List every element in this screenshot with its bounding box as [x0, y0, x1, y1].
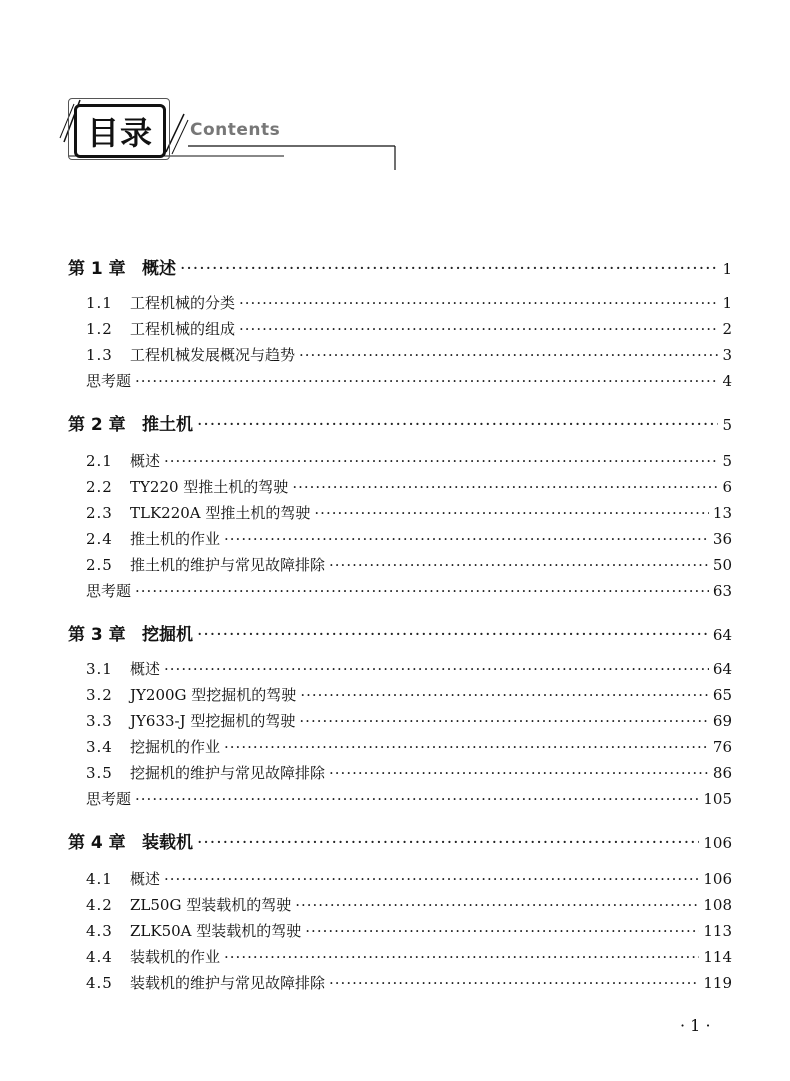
page-ref: 69	[712, 712, 732, 730]
page-ref: 86	[712, 764, 732, 782]
section-number: 4.5	[86, 974, 113, 992]
page-ref: 13	[712, 504, 732, 522]
section-title: 概述	[130, 452, 161, 470]
leader-dots	[180, 259, 718, 279]
page-ref: 4	[722, 372, 732, 390]
toc-section[interactable]	[86, 318, 732, 339]
section-number: 3.4	[86, 738, 113, 756]
page-ref: 108	[703, 896, 732, 914]
toc-section[interactable]	[86, 894, 732, 915]
section-title: 装载机的作业	[130, 948, 221, 966]
toc-section[interactable]	[86, 476, 732, 497]
section-title: TLK220A 型推土机的驾驶	[130, 504, 311, 522]
chapter-title: 概述	[142, 259, 176, 279]
section-number: 1.1	[86, 294, 113, 312]
section-title: ZL50G 型装载机的驾驶	[130, 896, 292, 914]
toc-section[interactable]	[86, 710, 732, 731]
leader-dots	[292, 478, 718, 496]
section-title: 工程机械的组成	[130, 320, 236, 338]
toc-header	[58, 94, 403, 174]
section-number: 4.3	[86, 922, 113, 940]
toc-section[interactable]	[86, 868, 732, 889]
leader-dots	[197, 625, 709, 645]
leader-dots	[135, 790, 699, 808]
toc-section[interactable]	[86, 554, 732, 575]
section-number: 2.1	[86, 452, 113, 470]
leader-dots	[197, 833, 699, 853]
page-number: · 1 ·	[680, 1016, 711, 1035]
toc-section[interactable]	[86, 450, 732, 471]
toc-section[interactable]	[86, 292, 732, 313]
leader-dots	[329, 556, 709, 574]
questions-title: 思考题	[86, 582, 132, 600]
section-title: 挖掘机的维护与常见故障排除	[130, 764, 326, 782]
page-ref: 6	[722, 478, 732, 496]
page-ref: 114	[703, 948, 732, 966]
section-title: 概述	[130, 660, 161, 678]
section-number: 4.1	[86, 870, 113, 888]
leader-dots	[224, 948, 699, 966]
toc-chapter[interactable]	[68, 828, 732, 853]
page-ref: 65	[712, 686, 732, 704]
section-number: 2.2	[86, 478, 113, 496]
leader-dots	[295, 896, 699, 914]
chapter-number: 第 4 章	[68, 833, 126, 853]
page-ref: 5	[722, 452, 732, 470]
toc-questions[interactable]	[86, 580, 732, 601]
leader-dots	[305, 922, 699, 940]
page-ref: 3	[722, 346, 732, 364]
page-ref: 76	[712, 738, 732, 756]
section-title: 推土机的维护与常见故障排除	[130, 556, 326, 574]
page-ref: 2	[722, 320, 732, 338]
leader-dots	[224, 738, 709, 756]
questions-title: 思考题	[86, 790, 132, 808]
page-ref: 106	[703, 870, 732, 888]
leader-dots	[239, 294, 718, 312]
section-number: 4.4	[86, 948, 113, 966]
toc-title-en: Contents	[190, 120, 281, 140]
section-number: 3.2	[86, 686, 113, 704]
toc-section[interactable]	[86, 972, 732, 993]
page-ref: 119	[703, 974, 732, 992]
page-ref: 1	[722, 260, 732, 278]
chapter-title: 推土机	[142, 415, 193, 435]
section-title: 工程机械的分类	[130, 294, 236, 312]
section-number: 3.5	[86, 764, 113, 782]
page-ref: 113	[703, 922, 732, 940]
leader-dots	[299, 712, 709, 730]
section-number: 4.2	[86, 896, 113, 914]
section-title: 概述	[130, 870, 161, 888]
section-title: 装载机的维护与常见故障排除	[130, 974, 326, 992]
toc-section[interactable]	[86, 920, 732, 941]
page-ref: 63	[712, 582, 732, 600]
section-title: TY220 型推土机的驾驶	[130, 478, 289, 496]
toc-section[interactable]	[86, 684, 732, 705]
leader-dots	[135, 372, 718, 390]
chapter-title: 挖掘机	[142, 625, 193, 645]
toc-chapter[interactable]	[68, 254, 732, 279]
section-number: 1.3	[86, 346, 113, 364]
leader-dots	[314, 504, 709, 522]
toc-questions[interactable]	[86, 370, 732, 391]
section-number: 1.2	[86, 320, 113, 338]
leader-dots	[164, 452, 718, 470]
leader-dots	[329, 764, 709, 782]
page-ref: 64	[712, 660, 732, 678]
leader-dots	[329, 974, 699, 992]
section-number: 2.3	[86, 504, 113, 522]
title-box	[74, 104, 166, 158]
toc-chapter[interactable]	[68, 620, 732, 645]
toc-section[interactable]	[86, 344, 732, 365]
page-ref: 105	[703, 790, 732, 808]
leader-dots	[164, 870, 699, 888]
section-number: 2.5	[86, 556, 113, 574]
leader-dots	[197, 415, 718, 435]
leader-dots	[224, 530, 709, 548]
leader-dots	[135, 582, 709, 600]
toc-section[interactable]	[86, 736, 732, 757]
toc-questions[interactable]	[86, 788, 732, 809]
section-title: 工程机械发展概况与趋势	[130, 346, 296, 364]
page-ref: 5	[722, 416, 732, 434]
toc-section[interactable]	[86, 502, 732, 523]
section-title: JY633-J 型挖掘机的驾驶	[130, 712, 296, 730]
page-ref: 1	[722, 294, 732, 312]
questions-title: 思考题	[86, 372, 132, 390]
section-title: JY200G 型挖掘机的驾驶	[130, 686, 297, 704]
leader-dots	[239, 320, 718, 338]
chapter-number: 第 2 章	[68, 415, 126, 435]
page-ref: 36	[712, 530, 732, 548]
chapter-number: 第 3 章	[68, 625, 126, 645]
toc-chapter[interactable]	[68, 410, 732, 435]
section-number: 2.4	[86, 530, 113, 548]
toc-section[interactable]	[86, 528, 732, 549]
chapter-number: 第 1 章	[68, 259, 126, 279]
section-number: 3.3	[86, 712, 113, 730]
toc-title-cn: 目录	[86, 114, 153, 152]
toc-section[interactable]	[86, 658, 732, 679]
page-ref: 106	[703, 834, 732, 852]
page-ref: 50	[712, 556, 732, 574]
page-ref: 64	[712, 626, 732, 644]
chapter-title: 装载机	[142, 833, 193, 853]
leader-dots	[299, 346, 718, 364]
leader-dots	[164, 660, 709, 678]
section-title: 推土机的作业	[130, 530, 221, 548]
toc-section[interactable]	[86, 762, 732, 783]
leader-dots	[300, 686, 709, 704]
section-title: 挖掘机的作业	[130, 738, 221, 756]
section-number: 3.1	[86, 660, 113, 678]
section-title: ZLK50A 型装载机的驾驶	[130, 922, 302, 940]
toc-section[interactable]	[86, 946, 732, 967]
